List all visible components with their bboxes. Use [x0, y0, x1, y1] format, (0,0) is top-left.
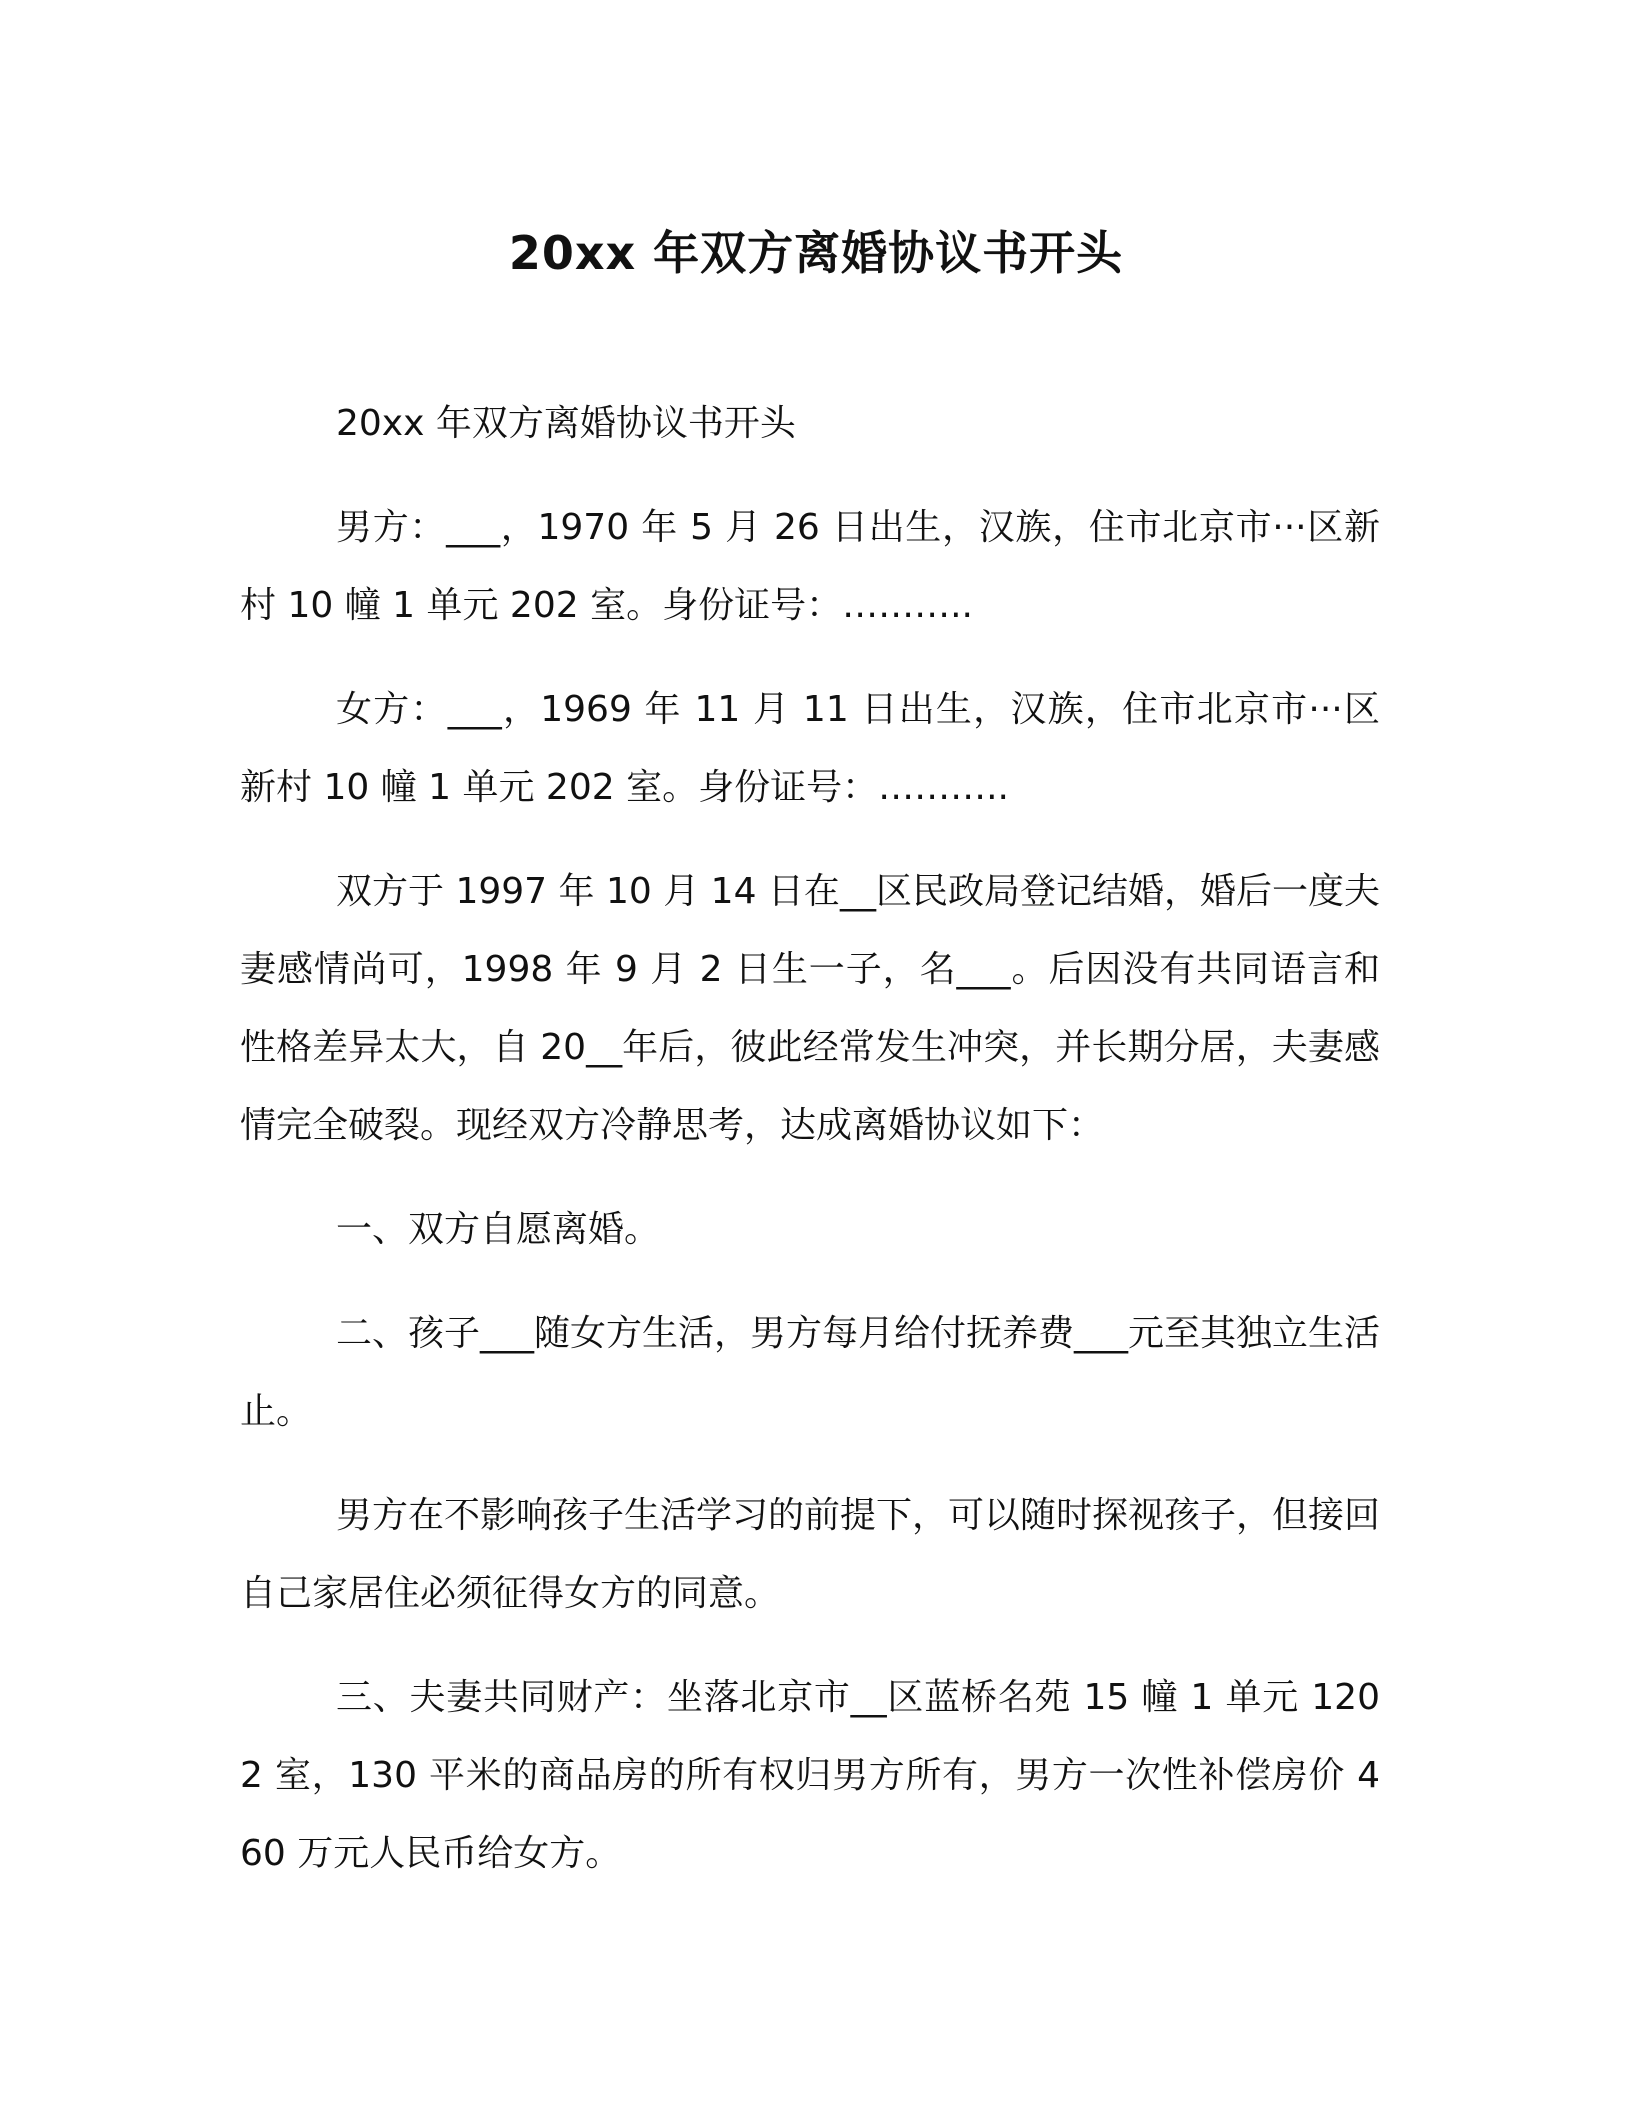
paragraph-clause-3: 三、夫妻共同财产：坐落北京市__区蓝桥名苑 15 幢 1 单元 1202 室，130 平米的商品房的所有权归男方所有，男方一次性补偿房价 460 万元人民币给女方。 — [240, 1677, 1380, 1874]
paragraph-visitation: 男方在不影响孩子生活学习的前提下，可以随时探视孩子，但接回自己家居住必须征得女方的同意。 — [240, 1495, 1381, 1614]
document-body — [240, 385, 1380, 1919]
paragraph-husband-info: 男方：___，1970 年 5 月 26 日出生，汉族，住市北京市···区新村 10 幢 1 单元 202 室。身份证号：……….. — [240, 507, 1380, 626]
paragraph-clause-2: 二、孩子___随女方生活，男方每月给付抚养费___元至其独立生活止。 — [240, 1313, 1381, 1432]
paragraph-marriage-background: 双方于 1997 年 10 月 14 日在__区民政局登记结婚，婚后一度夫妻感情尚可，1998 年 9 月 2 日生一子，名___。后因没有共同语言和性格差异太大，自 20__年后，彼此经常发生冲突，并长期分居，夫妻感情完全破裂。现经双方冷静思考，达成离婚协议如下： — [240, 871, 1380, 1146]
paragraph-subtitle: 20xx 年双方离婚协议书开头 — [336, 403, 796, 444]
document-title: 20xx 年双方离婚协议书开头 — [508, 226, 1124, 280]
paragraph-wife-info: 女方：___，1969 年 11 月 11 日出生，汉族，住市北京市···区新村 10 幢 1 单元 202 室。身份证号：……….. — [240, 689, 1380, 808]
paragraph-clause-1: 一、双方自愿离婚。 — [336, 1209, 661, 1250]
